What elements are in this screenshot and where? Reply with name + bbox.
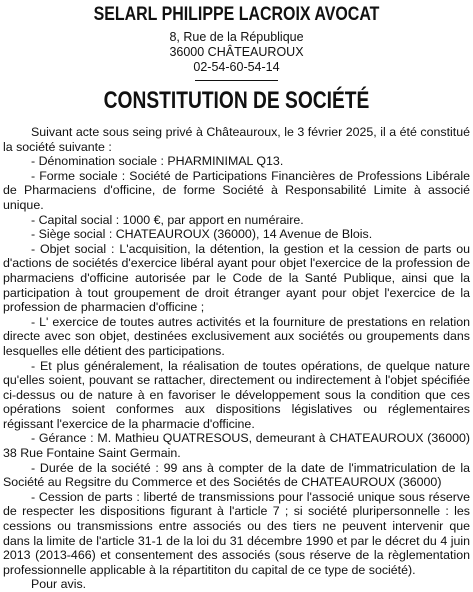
firm-address bbox=[3, 30, 470, 75]
clause-cession: - Cession de parts : liberté de transmissions pour l'associé unique sous réserve de respecter les dispositions figurant à l'article 7 ; si société pluripersonnelle : les cessions ou transmissions entre associés ou des tiers ne peuvent intervenir que dans la limite de l'article 31-1 de la loi du 31 décembre 1990 et par le décret du 4 juin 2013 (2013-466) et consentement des associés (sous réserve de la règlementation professionnelle applicable à la répartititon du capital de ce type de société). bbox=[3, 489, 470, 577]
clause-capital: - Capital social : 1000 €, par apport en numéraire. bbox=[31, 212, 304, 227]
clause-forme: - Forme sociale : Société de Participations Financières de Professions Libérale de Pharmaciens d'officine, de forme Société à Responsabilité Limite à associé unique. bbox=[3, 168, 470, 212]
firm-name: SELARL PHILIPPE LACROIX AVOCAT bbox=[93, 4, 380, 25]
clause-denomination: - Dénomination sociale : PHARMINIMAL Q13. bbox=[31, 154, 284, 169]
closing-line: Pour avis. bbox=[31, 577, 87, 592]
clause-objet: - Objet social : L'acquisition, la détention, la gestion et la cession de parts ou d'actions de sociétés d'exercice libéral ayant pour objet l'exercice de la profession de pharmaciens d'officine autorisée par le Code de la Santé Publique, ainsi que la participation à tout groupement de droit étranger ayant pour objet l'exercice de la profession de pharmacien d'officine ; bbox=[3, 241, 470, 315]
clause-siege: - Siège social : CHATEAUROUX (36000), 14 Avenue de Blois. bbox=[31, 227, 373, 242]
notice-body bbox=[3, 125, 470, 592]
clause-duree: - Durée de la société : 99 ans à compter de la date de l'immatriculation de la Société au Regsitre du Commerce et des Sociétés de CHATEAUROUX (36000) bbox=[3, 460, 470, 490]
clause-activites: - L' exercice de toutes autres activités et la fourniture de prestations en relation directe avec son objet, destinées exclusivement aux sociétés ou groupements dans lesquelles elle détient des participations. bbox=[3, 314, 470, 358]
clause-gerance: - Gérance : M. Mathieu QUATRESOUS, demeurant à CHATEAUROUX (36000) 38 Rue Fontaine Saint Germain. bbox=[3, 431, 470, 461]
notice-title: CONSTITUTION DE SOCIÉTÉ bbox=[103, 87, 370, 114]
address-street: 8, Rue de la République bbox=[169, 30, 304, 44]
intro-paragraph: Suivant acte sous seing privé à Châteauroux, le 3 février 2025, il a été constitué la société suivante : bbox=[3, 125, 470, 154]
divider bbox=[195, 80, 278, 81]
clause-operations: - Et plus généralement, la réalisation de toutes opérations, de quelque nature qu'elles soient, pouvant se rattacher, directement ou indirectement à l'objet spécifiée ci-dessus ou de nature à en favoriser le développement sous la condition que ces opérations soient conformes aux dispositions législatives ou réglementaires régissant l'exercice de la pharmacie d'officine. bbox=[3, 358, 470, 431]
phone-number: 02-54-60-54-14 bbox=[193, 60, 280, 74]
address-city: 36000 CHÂTEAUROUX bbox=[169, 45, 304, 59]
